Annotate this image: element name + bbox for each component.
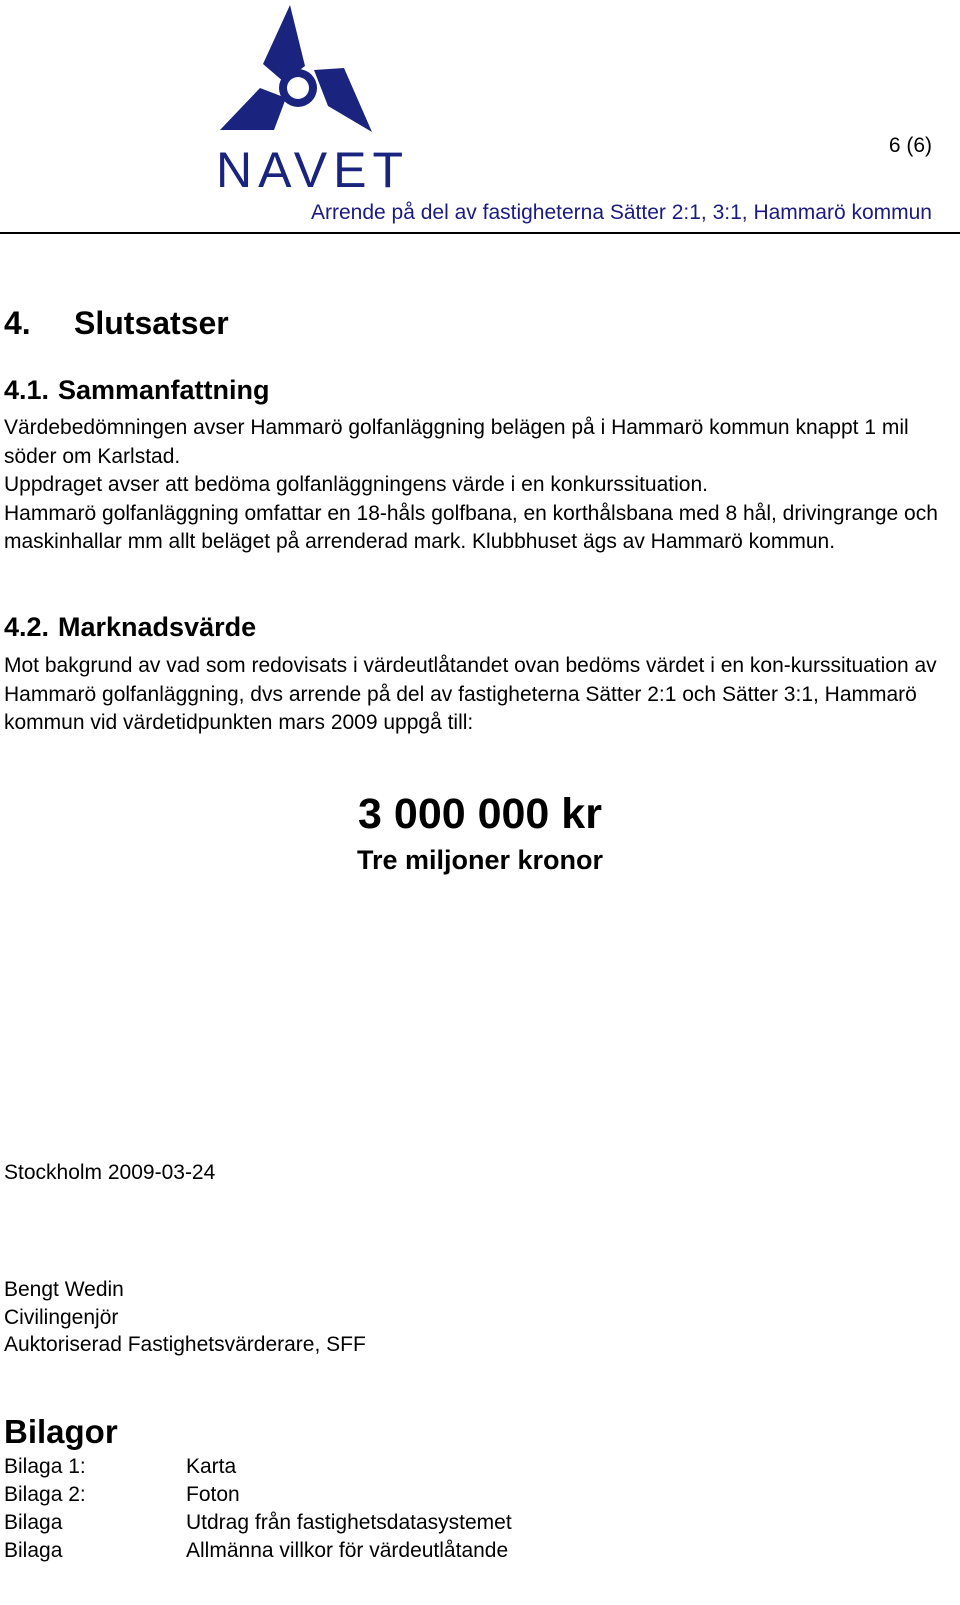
- attachment-label: Bilaga: [4, 1511, 63, 1534]
- attachment-label: Bilaga: [4, 1539, 63, 1562]
- subsection-number: 4.1.: [4, 375, 50, 405]
- subsection-title: Sammanfattning: [58, 375, 270, 405]
- signatory-title: Civilingenjör: [4, 1306, 119, 1329]
- attachment-row: [4, 1539, 508, 1563]
- summary-paragraph: Hammarö golfanläggning omfattar en 18-håls golfbana, en korthålsbana med 8 hål, drivingrange och maskinhallar mm allt beläget på arrenderad mark. Klubbhuset ägs av Hammarö kommun.: [4, 501, 938, 553]
- summary-text: [4, 414, 949, 557]
- attachment-value: Allmänna villkor för värdeutlåtande: [186, 1539, 509, 1562]
- attachment-row: [4, 1455, 236, 1479]
- signatory-name: Bengt Wedin: [4, 1278, 124, 1301]
- attachment-value: Karta: [186, 1455, 237, 1478]
- market-value-text: [4, 652, 949, 738]
- section-title: Slutsatser: [74, 305, 229, 341]
- place-and-date: Stockholm 2009-03-24: [4, 1161, 216, 1184]
- summary-paragraph: Uppdraget avser att bedöma golfanläggningens värde i en konkurssituation.: [4, 473, 708, 496]
- market-value-paragraph: Mot bakgrund av vad som redovisats i värdeutlåtandet ovan bedöms värdet i en kon-kurssituation av Hammarö golfanläggning, dvs arrende på del av fastigheterna Sätter 2:1 och Sätter 3:1, Hammarö kommun vid värdetidpunkten mars 2009 uppgå till:: [4, 654, 937, 734]
- page-number: 6 (6): [888, 134, 932, 157]
- valuation-amount: 3 000 000 kr: [358, 790, 602, 838]
- valuation-in-words: Tre miljoner kronor: [356, 845, 604, 875]
- section-heading-slutsatser: [4, 305, 229, 342]
- attachment-value: Utdrag från fastighetsdatasystemet: [186, 1511, 512, 1534]
- attachment-value: Foton: [186, 1483, 240, 1506]
- subsection-heading-sammanfattning: [4, 375, 270, 406]
- logo-wordmark: NAVET: [216, 142, 409, 198]
- document-header-title: Arrende på del av fastigheterna Sätter 2:1, 3:1, Hammarö kommun: [311, 201, 932, 224]
- subsection-number: 4.2.: [4, 612, 50, 642]
- signatory-credential: Auktoriserad Fastighetsvärderare, SFF: [4, 1333, 366, 1356]
- navet-logo: [216, 2, 409, 198]
- summary-paragraph: Värdebedömningen avser Hammarö golfanläggning belägen på i Hammarö kommun knappt 1 mil söder om Karlstad.: [4, 416, 909, 468]
- subsection-heading-marknadsvarde: [4, 612, 256, 643]
- attachment-row: [4, 1511, 512, 1535]
- header-divider: [0, 232, 960, 234]
- attachments-heading: Bilagor: [4, 1413, 118, 1450]
- subsection-title: Marknadsvärde: [58, 612, 257, 642]
- attachment-row: [4, 1483, 240, 1507]
- section-number: 4.: [4, 305, 31, 341]
- attachment-label: Bilaga 1:: [4, 1455, 86, 1478]
- attachment-label: Bilaga 2:: [4, 1483, 86, 1506]
